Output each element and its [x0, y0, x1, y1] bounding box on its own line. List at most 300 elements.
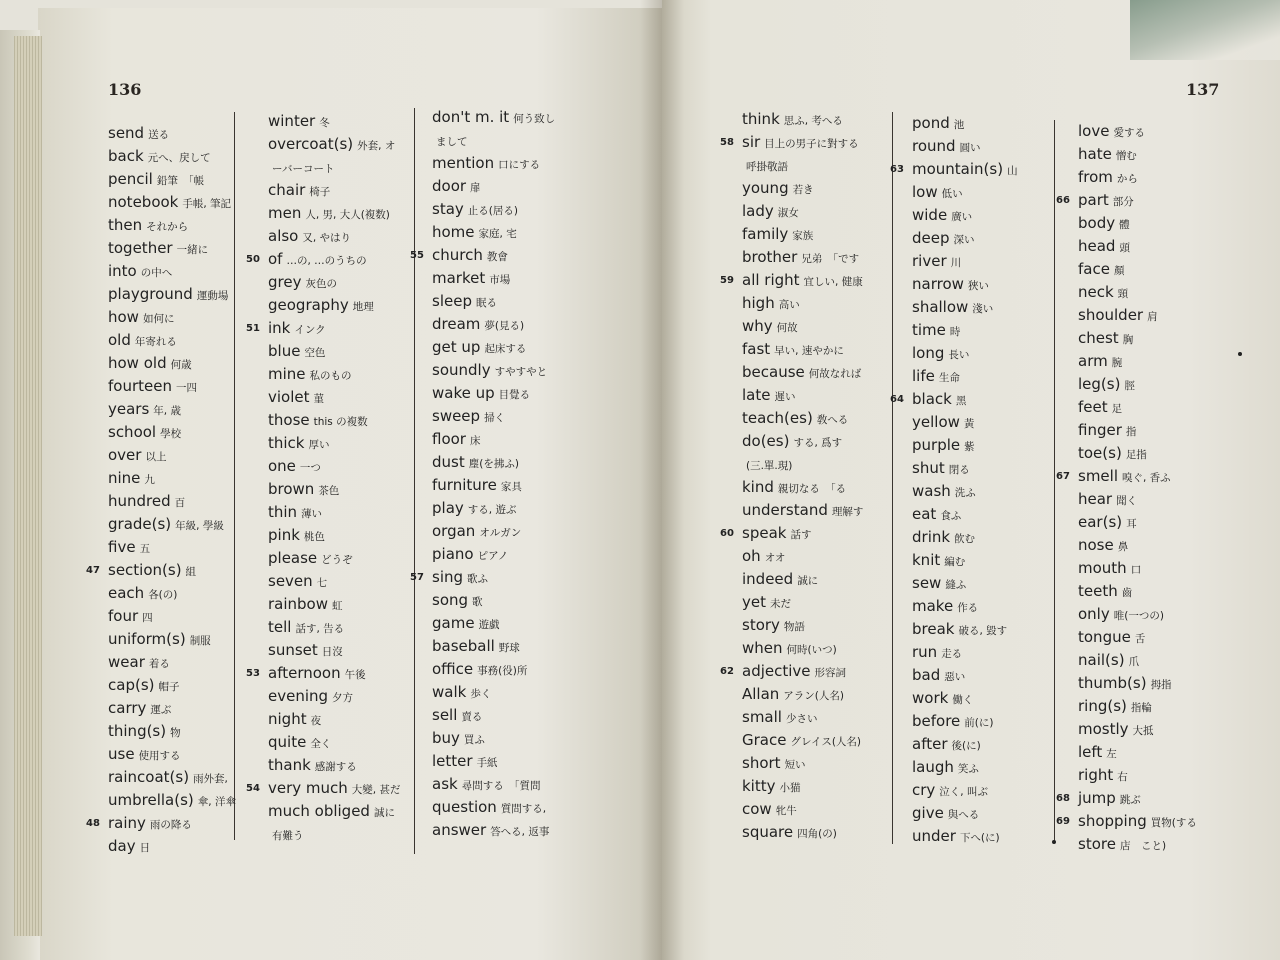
vocab-entry — [432, 819, 555, 842]
english-word: play — [432, 499, 464, 517]
japanese-gloss: する, 遊ぶ — [467, 504, 517, 516]
english-word: walk — [432, 683, 467, 701]
japanese-gloss: 眠る — [475, 297, 497, 309]
japanese-gloss: 前(に) — [964, 717, 994, 729]
japanese-gloss: 泣く, 叫ぶ — [939, 786, 988, 798]
english-word: neck — [1078, 283, 1114, 301]
english-word: raincoat(s) — [108, 768, 190, 786]
vocab-entry — [268, 478, 400, 501]
japanese-gloss: 働く — [952, 694, 974, 706]
vocab-entry — [1078, 534, 1197, 557]
english-word: pencil — [108, 170, 153, 188]
english-word: yet — [742, 593, 766, 611]
vocab-entry — [432, 221, 555, 244]
japanese-gloss: 夢(見る) — [484, 320, 525, 332]
english-word: love — [1078, 122, 1110, 140]
vocab-entry — [1078, 327, 1197, 350]
japanese-gloss: 足 — [1111, 403, 1123, 415]
vocab-entry — [1078, 833, 1197, 856]
english-word: jump — [1078, 789, 1116, 807]
lesson-number: 47 — [86, 565, 100, 576]
japanese-gloss: 家庭, 宅 — [478, 228, 517, 240]
english-word: of — [268, 250, 283, 268]
english-word: brother — [742, 248, 798, 266]
english-word: low — [912, 183, 938, 201]
vocab-entry — [108, 789, 236, 812]
japanese-gloss: 形容詞 — [814, 667, 847, 679]
japanese-gloss: 聞く — [1116, 495, 1138, 507]
japanese-gloss: 薄い — [301, 508, 323, 520]
english-word: mountain(s) — [912, 160, 1004, 178]
vocab-entry — [268, 547, 400, 570]
vocab-entry — [108, 743, 236, 766]
japanese-gloss: 着る — [148, 658, 170, 670]
vocab-entry — [432, 152, 555, 175]
english-word: thumb(s) — [1078, 674, 1147, 692]
japanese-gloss: 雨外套, — [193, 773, 228, 785]
japanese-gloss: 一緒に — [176, 244, 209, 256]
japanese-gloss: する, 爲す — [793, 437, 843, 449]
vocab-entry — [1078, 695, 1197, 718]
vocab-entry — [742, 154, 863, 177]
japanese-gloss: 下へ(に) — [959, 832, 1000, 844]
english-word: one — [268, 457, 296, 475]
english-word: shallow — [912, 298, 969, 316]
english-word: quite — [268, 733, 307, 751]
japanese-gloss: 黑 — [955, 395, 967, 407]
vocab-entry — [1078, 626, 1197, 649]
vocab-entry — [108, 582, 236, 605]
japanese-gloss: 夜 — [310, 715, 322, 727]
vocab-entry — [108, 467, 236, 490]
vocab-entry — [268, 179, 400, 202]
japanese-gloss: 學校 — [160, 428, 182, 440]
english-word: pink — [268, 526, 300, 544]
japanese-gloss: 各(の) — [148, 589, 178, 601]
english-word: right — [1078, 766, 1114, 784]
japanese-gloss: 扉 — [470, 182, 481, 194]
english-word: fourteen — [108, 377, 172, 395]
japanese-gloss: どうぞ — [321, 554, 353, 566]
japanese-gloss: 尋問する 「質問 — [461, 780, 541, 792]
english-word: Allan — [742, 685, 780, 703]
japanese-gloss: 何時(いつ) — [786, 644, 837, 656]
english-word: tell — [268, 618, 292, 636]
japanese-gloss: 一つ — [299, 462, 321, 474]
japanese-gloss: 思ふ, 考へる — [783, 115, 843, 127]
lesson-number: 63 — [890, 164, 904, 175]
vocab-entry — [1078, 120, 1197, 143]
english-word: use — [108, 745, 135, 763]
japanese-gloss: 左 — [1106, 748, 1117, 760]
japanese-gloss: 耳 — [1126, 518, 1137, 530]
vocab-entry — [912, 756, 1018, 779]
japanese-gloss: 池 — [953, 119, 965, 131]
japanese-gloss: 歌ふ — [467, 573, 489, 585]
english-word: indeed — [742, 570, 794, 588]
vocab-entry — [742, 292, 863, 315]
english-word: song — [432, 591, 469, 609]
japanese-gloss: 元へ、戻して — [147, 152, 211, 164]
vocab-entry — [912, 411, 1018, 434]
english-word: seven — [268, 572, 313, 590]
japanese-gloss: 感謝する — [314, 761, 357, 773]
vocab-entry — [742, 430, 863, 453]
english-word: drink — [912, 528, 951, 546]
vocab-entry — [108, 237, 236, 260]
vocab-entry — [1078, 166, 1197, 189]
japanese-gloss: 部分 — [1112, 196, 1134, 208]
japanese-gloss: 日沒 — [321, 646, 343, 658]
japanese-gloss: 日 — [139, 842, 151, 854]
japanese-gloss: 飮む — [954, 533, 976, 545]
vocab-entry — [108, 651, 236, 674]
english-word: organ — [432, 522, 476, 540]
japanese-gloss: 拇指 — [1150, 679, 1172, 691]
japanese-gloss: 運動場 — [196, 290, 229, 302]
vocab-entry — [1056, 189, 1197, 212]
english-word: church — [432, 246, 483, 264]
japanese-gloss: 跳ぶ — [1119, 794, 1141, 806]
japanese-gloss: グレイス(人名) — [790, 736, 862, 748]
book-gutter — [640, 0, 684, 960]
vocab-entry — [1078, 281, 1197, 304]
japanese-gloss: this の複数 — [313, 416, 368, 428]
english-word: toe(s) — [1078, 444, 1122, 462]
japanese-gloss: 四 — [142, 612, 153, 624]
japanese-gloss: 運ぶ — [150, 704, 172, 716]
vocab-entry — [912, 135, 1018, 158]
english-word: kitty — [742, 777, 776, 795]
vocab-entry — [742, 683, 863, 706]
japanese-gloss: …の, …のうちの — [286, 255, 367, 267]
english-word: over — [108, 446, 142, 464]
lesson-number: 60 — [720, 528, 734, 539]
japanese-gloss: 年, 歳 — [153, 405, 181, 417]
vocab-entry — [912, 503, 1018, 526]
english-word: mention — [432, 154, 495, 172]
japanese-gloss: 破る, 毀す — [958, 625, 1008, 637]
english-word: rainy — [108, 814, 146, 832]
vocab-entry — [1078, 235, 1197, 258]
japanese-gloss: 百 — [174, 497, 186, 509]
lesson-number: 66 — [1056, 195, 1070, 206]
vocab-entry — [742, 315, 863, 338]
english-word: night — [268, 710, 307, 728]
japanese-gloss: 短い — [784, 759, 806, 771]
vocab-entry — [268, 639, 400, 662]
english-word: uniform(s) — [108, 630, 186, 648]
english-word: mouth — [1078, 559, 1127, 577]
english-word: when — [742, 639, 783, 657]
japanese-gloss: 話す — [790, 529, 812, 541]
english-word: eat — [912, 505, 937, 523]
vocab-entry — [268, 708, 400, 731]
column-rule — [414, 108, 415, 854]
vocab-entry — [108, 122, 236, 145]
vocab-entry — [912, 434, 1018, 457]
vocab-entry — [86, 559, 236, 582]
english-word: geography — [268, 296, 349, 314]
english-word: family — [742, 225, 789, 243]
vocab-entry — [432, 359, 555, 382]
english-word: hate — [1078, 145, 1112, 163]
english-word: question — [432, 798, 497, 816]
japanese-gloss: 長い — [948, 349, 970, 361]
vocab-entry — [742, 706, 863, 729]
english-word: cow — [742, 800, 772, 818]
english-word: round — [912, 137, 956, 155]
english-word: please — [268, 549, 318, 567]
vocab-entry — [742, 407, 863, 430]
english-word: men — [268, 204, 302, 222]
vocab-entry — [108, 283, 236, 306]
japanese-gloss: 後(に) — [951, 740, 981, 752]
vocab-entry — [912, 779, 1018, 802]
vocab-entry — [720, 522, 863, 545]
english-word: office — [432, 660, 474, 678]
english-word: teach(es) — [742, 409, 813, 427]
vocab-entry — [268, 731, 400, 754]
lesson-number: 68 — [1056, 793, 1070, 804]
english-word: sew — [912, 574, 942, 592]
japanese-gloss: 桃色 — [303, 531, 325, 543]
japanese-gloss: 冬 — [319, 117, 330, 129]
vocab-entry — [268, 501, 400, 524]
vocab-entry — [432, 543, 555, 566]
vocab-entry — [742, 384, 863, 407]
english-word: playground — [108, 285, 193, 303]
vocab-entry — [268, 294, 400, 317]
japanese-gloss: 買ふ — [463, 734, 485, 746]
english-word: shopping — [1078, 812, 1147, 830]
english-word: sunset — [268, 641, 318, 659]
japanese-gloss: 高い — [778, 299, 800, 311]
english-word: game — [432, 614, 475, 632]
japanese-gloss: それから — [146, 221, 189, 233]
vocab-entry — [912, 181, 1018, 204]
vocab-entry — [1078, 741, 1197, 764]
vocab-entry — [432, 290, 555, 313]
english-word: furniture — [432, 476, 497, 494]
japanese-gloss: 胸 — [1122, 334, 1134, 346]
english-word: rainbow — [268, 595, 328, 613]
english-word: day — [108, 837, 136, 855]
english-word: mostly — [1078, 720, 1129, 738]
japanese-gloss: 爪 — [1128, 656, 1140, 668]
vocab-entry — [1078, 580, 1197, 603]
japanese-gloss: 組 — [185, 566, 197, 578]
japanese-gloss: 淑女 — [777, 207, 799, 219]
vocab-entry — [742, 637, 863, 660]
english-word: dust — [432, 453, 465, 471]
vocab-entry — [108, 306, 236, 329]
vocab-entry — [268, 570, 400, 593]
english-word: violet — [268, 388, 310, 406]
vocab-entry — [268, 133, 400, 156]
vocab-entry — [1078, 488, 1197, 511]
english-word: evening — [268, 687, 329, 705]
english-word: five — [108, 538, 136, 556]
english-word: shut — [912, 459, 945, 477]
vocab-entry — [912, 273, 1018, 296]
book-corner — [1130, 0, 1280, 60]
vocab-entry — [912, 710, 1018, 733]
vocab-entry — [246, 662, 400, 685]
japanese-gloss: 縫ふ — [945, 579, 967, 591]
english-word: wear — [108, 653, 145, 671]
english-word: story — [742, 616, 780, 634]
english-word: yellow — [912, 413, 960, 431]
vocab-column-3 — [410, 106, 556, 842]
vocab-entry — [432, 382, 555, 405]
japanese-gloss: 厚い — [308, 439, 330, 451]
vocab-entry — [912, 572, 1018, 595]
vocab-entry — [432, 129, 555, 152]
english-word: do(es) — [742, 432, 790, 450]
lesson-number: 54 — [246, 783, 260, 794]
vocab-entry — [432, 267, 555, 290]
vocab-entry — [108, 720, 236, 743]
english-word: narrow — [912, 275, 964, 293]
japanese-gloss: 家族 — [792, 230, 814, 242]
english-word: baseball — [432, 637, 495, 655]
english-word: purple — [912, 436, 961, 454]
japanese-gloss: から — [1116, 173, 1138, 185]
vocab-entry — [912, 319, 1018, 342]
vocab-entry — [912, 733, 1018, 756]
vocab-entry — [1078, 764, 1197, 787]
english-word: chair — [268, 181, 306, 199]
vocab-entry — [108, 191, 236, 214]
vocab-entry — [108, 674, 236, 697]
vocab-entry — [268, 110, 400, 133]
vocab-entry — [268, 363, 400, 386]
english-word: ear(s) — [1078, 513, 1123, 531]
english-word: cap(s) — [108, 676, 155, 694]
japanese-gloss: 年級, 學級 — [175, 520, 224, 532]
vocab-entry — [912, 112, 1018, 135]
vocab-entry — [108, 490, 236, 513]
vocab-entry — [912, 342, 1018, 365]
vocab-entry — [742, 200, 863, 223]
ink-spot — [1052, 840, 1056, 844]
english-word: make — [912, 597, 954, 615]
lesson-number: 64 — [890, 394, 904, 405]
lesson-number: 69 — [1056, 816, 1070, 827]
lesson-number: 50 — [246, 254, 260, 265]
english-word: letter — [432, 752, 473, 770]
vocab-entry — [432, 336, 555, 359]
vocab-entry — [268, 616, 400, 639]
vocab-entry — [108, 628, 236, 651]
english-word: because — [742, 363, 805, 381]
japanese-gloss: 何歳 — [170, 359, 192, 371]
vocab-entry — [742, 729, 863, 752]
japanese-gloss: 事務(役)所 — [477, 665, 528, 677]
english-word: all right — [742, 271, 800, 289]
vocab-entry — [432, 106, 555, 129]
vocab-entry — [1078, 511, 1197, 534]
english-word: sweep — [432, 407, 481, 425]
english-word: under — [912, 827, 956, 845]
vocab-entry — [432, 635, 555, 658]
english-word: sleep — [432, 292, 472, 310]
vocab-entry — [108, 352, 236, 375]
japanese-gloss: 足指 — [1125, 449, 1147, 461]
japanese-gloss: 一四 — [175, 382, 197, 394]
vocab-entry — [432, 405, 555, 428]
english-word: smell — [1078, 467, 1118, 485]
japanese-gloss: 店 こと) — [1119, 840, 1167, 852]
japanese-gloss: オルガン — [479, 527, 522, 539]
japanese-gloss: 夕方 — [332, 692, 354, 704]
vocab-entry — [432, 428, 555, 451]
english-word: wide — [912, 206, 948, 224]
vocab-entry — [268, 823, 400, 846]
english-word: feet — [1078, 398, 1108, 416]
japanese-gloss: 虹 — [332, 600, 343, 612]
vocab-entry — [912, 365, 1018, 388]
vocab-entry — [246, 317, 400, 340]
japanese-gloss: 生命 — [938, 372, 960, 384]
japanese-gloss: 牝牛 — [775, 805, 797, 817]
english-word: give — [912, 804, 944, 822]
vocab-entry — [108, 835, 236, 858]
vocab-entry — [268, 340, 400, 363]
english-word: hundred — [108, 492, 171, 510]
english-word: face — [1078, 260, 1110, 278]
lesson-number: 67 — [1056, 471, 1070, 482]
japanese-gloss: 低い — [941, 188, 963, 200]
english-word: chest — [1078, 329, 1119, 347]
english-word: nose — [1078, 536, 1114, 554]
japanese-gloss: 空色 — [304, 347, 326, 359]
japanese-gloss: 食ふ — [940, 510, 962, 522]
english-word: time — [912, 321, 946, 339]
japanese-gloss: 遲い — [774, 391, 796, 403]
vocab-entry — [432, 474, 555, 497]
vocab-entry — [742, 476, 863, 499]
english-word: winter — [268, 112, 316, 130]
english-word: head — [1078, 237, 1116, 255]
japanese-gloss: 塵(を拂ふ) — [468, 458, 519, 470]
japanese-gloss: 若き — [792, 184, 814, 196]
english-word: small — [742, 708, 782, 726]
vocab-entry — [268, 202, 400, 225]
japanese-gloss: 答へる, 返事 — [490, 826, 550, 838]
japanese-gloss: 九 — [144, 474, 155, 486]
japanese-gloss: 歩く — [470, 688, 492, 700]
vocab-entry — [1056, 787, 1197, 810]
japanese-gloss: 午後 — [344, 669, 366, 681]
japanese-gloss: 物 — [170, 727, 181, 739]
column-rule — [1054, 120, 1055, 842]
vocab-entry — [1078, 649, 1197, 672]
vocab-entry — [912, 296, 1018, 319]
vocab-entry — [912, 618, 1018, 641]
japanese-gloss: 話す, 告る — [295, 623, 345, 635]
vocab-entry — [432, 681, 555, 704]
vocab-entry — [742, 821, 863, 844]
lesson-number: 58 — [720, 137, 734, 148]
japanese-gloss: 洗ふ — [954, 487, 976, 499]
english-word: black — [912, 390, 952, 408]
japanese-gloss: 紫 — [964, 441, 975, 453]
vocab-entry — [742, 591, 863, 614]
english-word: before — [912, 712, 961, 730]
japanese-gloss: 兄弟 「です — [801, 253, 860, 265]
